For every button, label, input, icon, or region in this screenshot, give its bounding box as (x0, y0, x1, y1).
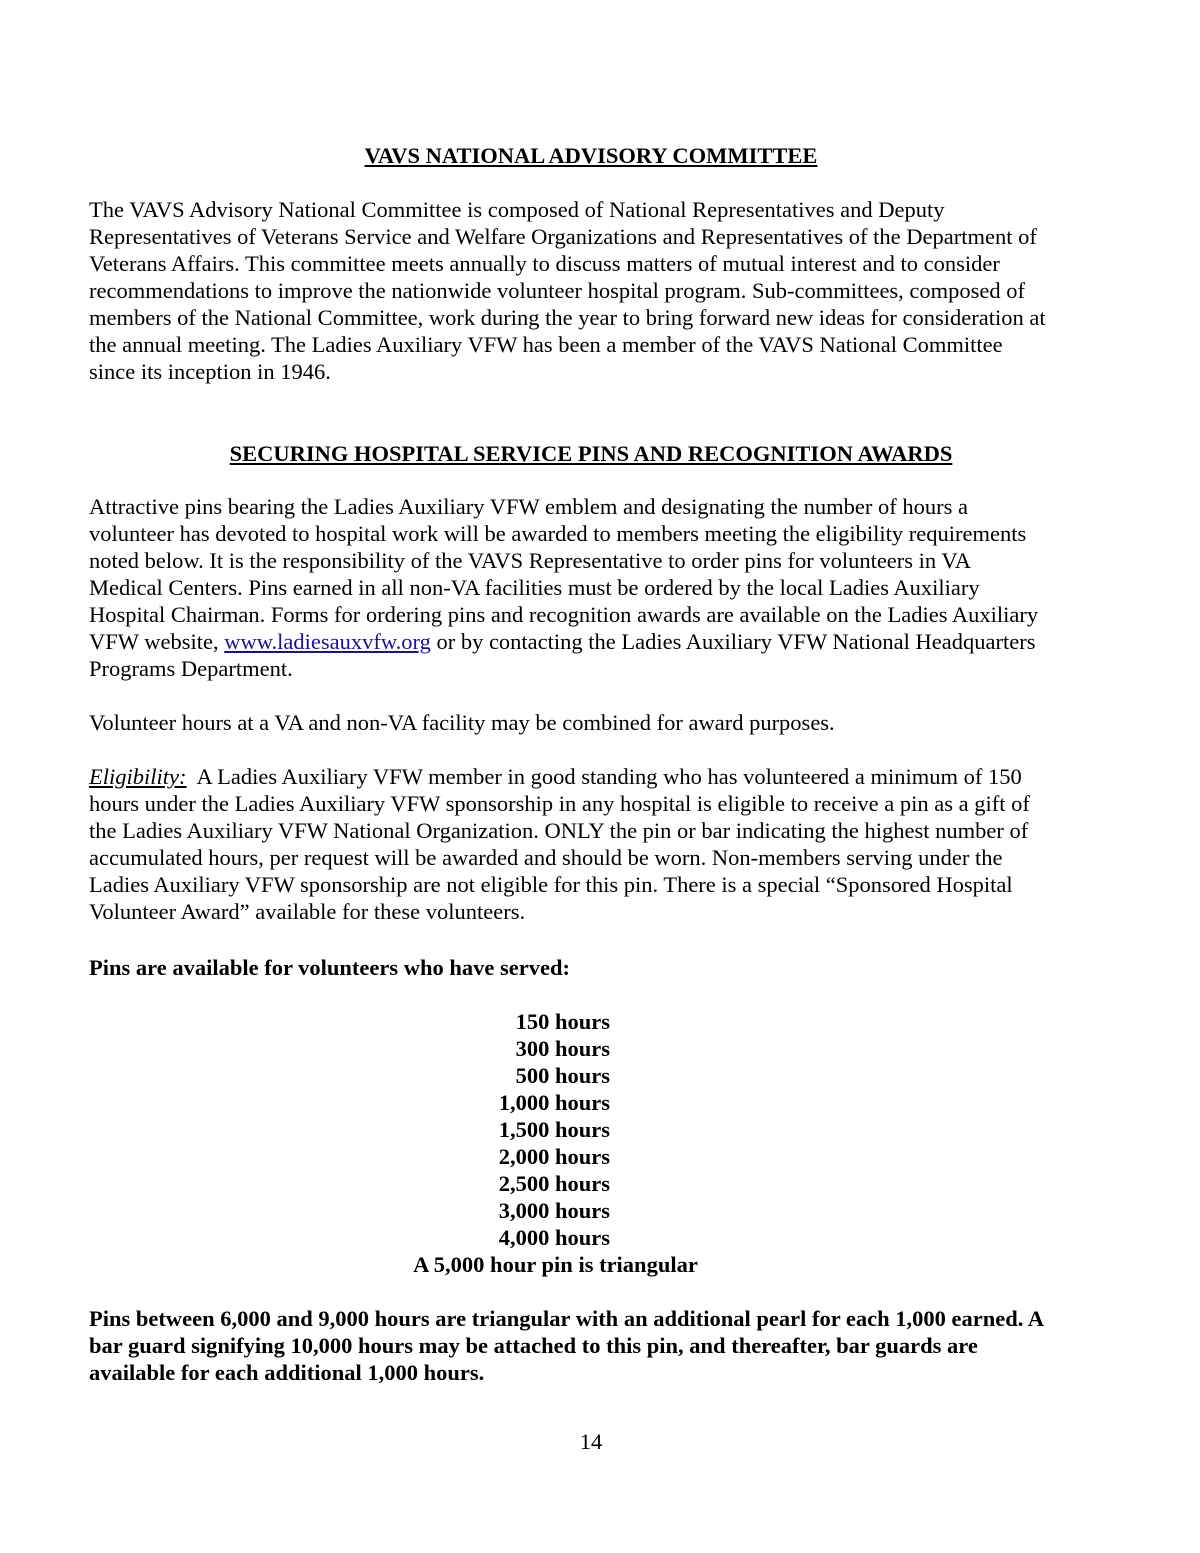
pin-hours-item: 1,500 hours (498, 1117, 610, 1142)
pin-hours-item: 2,500 hours (498, 1171, 610, 1196)
paragraph-line: Volunteer Award” available for these volunteers. (89, 899, 526, 924)
pin-hours-list (0, 1008, 1200, 1278)
paragraph-line: volunteer has devoted to hospital work will be awarded to members meeting the eligibility requirements (89, 521, 1027, 546)
paragraph-line: Hospital Chairman. Forms for ordering pins and recognition awards are available on the Ladies Auxiliary (89, 602, 1039, 627)
link-prefix: VFW website, (89, 629, 225, 654)
paragraph-line: bar guard signifying 10,000 hours may be attached to this pin, and thereafter, bar guards are (89, 1333, 978, 1358)
paragraph-line: the Ladies Auxiliary VFW National Organization. ONLY the pin or bar indicating the highest number of (89, 818, 1029, 843)
pin-hours-item: 2,000 hours (498, 1144, 610, 1169)
paragraph-line: since its inception in 1946. (89, 359, 331, 384)
paragraph-line: Veterans Affairs. This committee meets annually to discuss matters of mutual interest and to consider (89, 251, 1000, 276)
pin-hours-item: 4,000 hours (498, 1225, 610, 1250)
triangular-pin-note: A 5,000 hour pin is triangular (413, 1252, 698, 1277)
paragraph-line: The VAVS Advisory National Committee is composed of National Representatives and Deputy (89, 197, 945, 222)
section-title-vavs-committee: VAVS NATIONAL ADVISORY COMMITTEE (364, 143, 818, 168)
pins-intro-paragraph (89, 493, 1104, 682)
paragraph-line: Medical Centers. Pins earned in all non-VA facilities must be ordered by the local Ladies Auxiliary (89, 575, 980, 600)
combined-hours-paragraph: Volunteer hours at a VA and non-VA facility may be combined for award purposes. (89, 710, 835, 735)
paragraph-line: Representatives of Veterans Service and Welfare Organizations and Representatives of the Department of (89, 224, 1037, 249)
section-title-service-pins: SECURING HOSPITAL SERVICE PINS AND RECOGNITION AWARDS (229, 441, 953, 466)
paragraph-line: Programs Department. (89, 656, 293, 681)
pin-hours-item: 150 hours (515, 1009, 610, 1034)
higher-hours-paragraph (89, 1305, 1104, 1386)
paragraph-line (89, 763, 1104, 790)
paragraph-line: Attractive pins bearing the Ladies Auxiliary VFW emblem and designating the number of hours a (89, 494, 968, 519)
link-suffix: or by contacting the Ladies Auxiliary VFW National Headquarters (430, 629, 1036, 654)
paragraph-line: the annual meeting. The Ladies Auxiliary VFW has been a member of the VAVS National Committee (89, 332, 1003, 357)
paragraph-line: accumulated hours, per request will be awarded and should be worn. Non-members serving under the (89, 845, 1003, 870)
pin-hours-item: 500 hours (515, 1063, 610, 1088)
vavs-committee-paragraph (89, 196, 1104, 385)
paragraph-line: Ladies Auxiliary VFW sponsorship are not eligible for this pin. There is a special “Sponsored Hospital (89, 872, 1013, 897)
paragraph-line: members of the National Committee, work during the year to bring forward new ideas for consideration at (89, 305, 1046, 330)
pin-hours-item: 3,000 hours (498, 1198, 610, 1223)
pin-hours-item: 300 hours (515, 1036, 610, 1061)
eligibility-text: A Ladies Auxiliary VFW member in good standing who has volunteered a minimum of 150 (186, 764, 1022, 789)
paragraph-line: noted below. It is the responsibility of the VAVS Representative to order pins for volunteers in VA (89, 548, 971, 573)
pin-hours-item: 1,000 hours (498, 1090, 610, 1115)
page-number: 14 (579, 1429, 603, 1454)
paragraph-line-with-link (89, 628, 1104, 655)
paragraph-line: hours under the Ladies Auxiliary VFW sponsorship in any hospital is eligible to receive a pin as a gift of (89, 791, 1030, 816)
pins-available-heading: Pins are available for volunteers who have served: (89, 955, 571, 980)
eligibility-label: Eligibility: (89, 764, 187, 789)
website-link[interactable]: www.ladiesauxvfw.org (224, 629, 431, 654)
paragraph-line: Pins between 6,000 and 9,000 hours are triangular with an additional pearl for each 1,000 earned. A (89, 1306, 1045, 1331)
eligibility-paragraph (89, 763, 1104, 925)
paragraph-line: recommendations to improve the nationwide volunteer hospital program. Sub-committees, composed of (89, 278, 1026, 303)
paragraph-line: available for each additional 1,000 hours. (89, 1360, 485, 1385)
